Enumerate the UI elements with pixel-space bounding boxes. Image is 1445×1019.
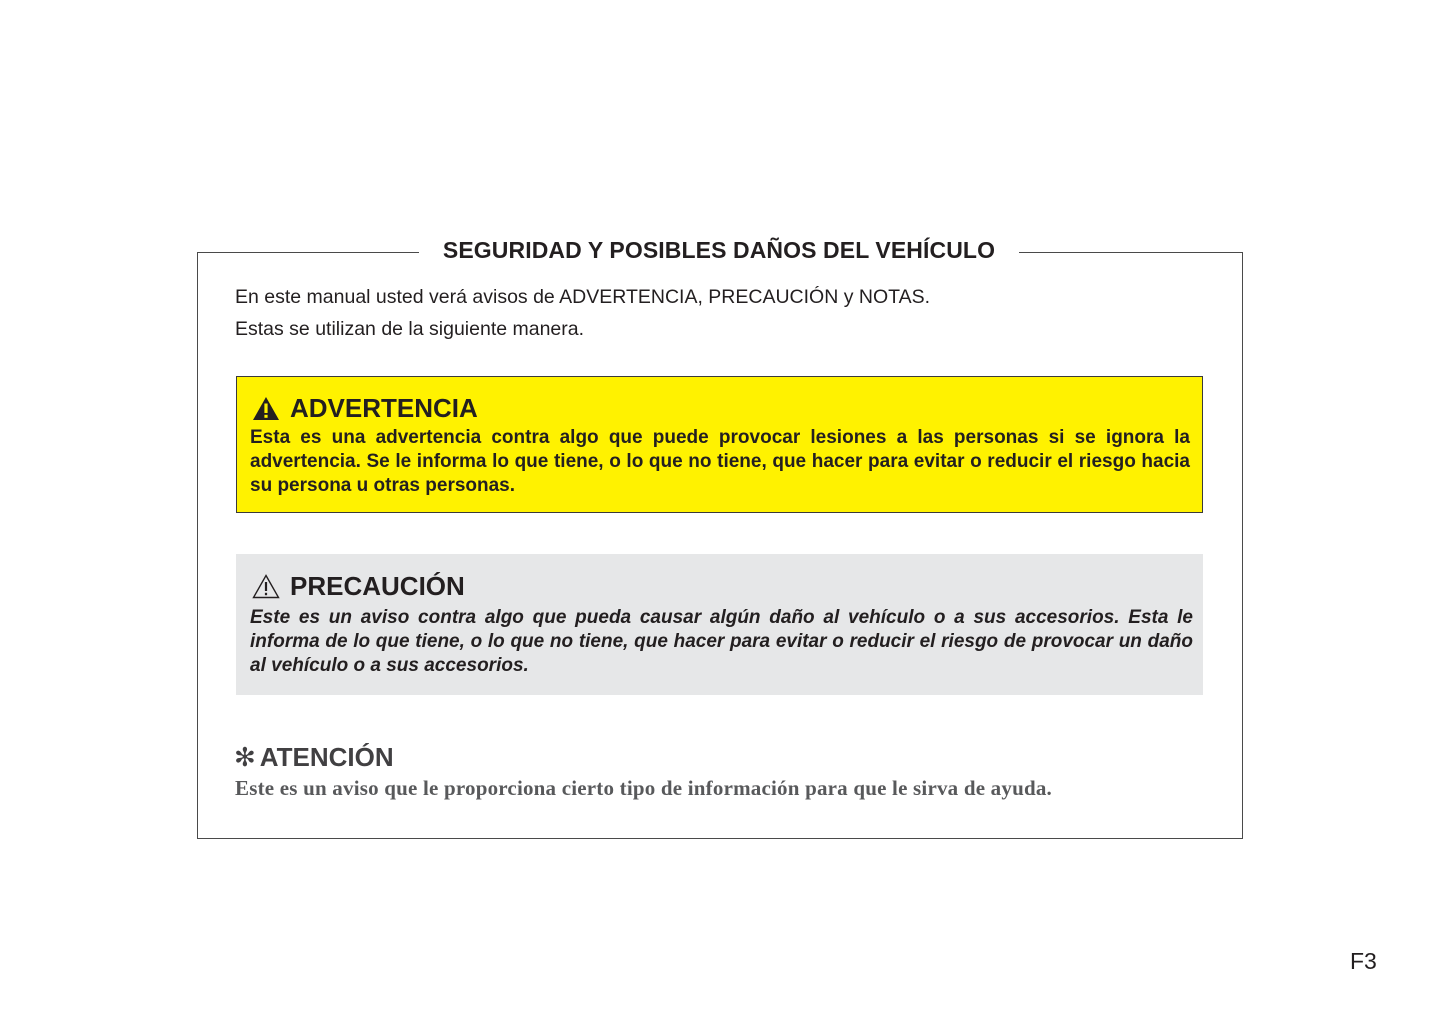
caution-box bbox=[236, 554, 1203, 695]
note-text: Este es un aviso que le proporciona cierto tipo de información para que le sirva de ayuda. bbox=[235, 776, 1052, 800]
note-heading bbox=[234, 742, 394, 773]
intro-line-1: En este manual usted verá avisos de ADVERTENCIA, PRECAUCIÓN y NOTAS. bbox=[235, 286, 931, 308]
asterisk-icon: ✻ bbox=[234, 743, 256, 773]
warning-triangle-filled-icon bbox=[252, 396, 280, 421]
intro-line-2: Estas se utilizan de la siguiente manera. bbox=[235, 318, 585, 340]
caution-text: Este es un aviso contra algo que pueda causar algún daño al vehículo o a sus accesorios. Esta le informa de lo que tiene, o lo que no tiene, que hacer para evitar o reducir el riesgo de provocar un daño al vehículo o a sus accesorios. bbox=[250, 607, 1193, 676]
warning-triangle-outline-icon bbox=[252, 574, 280, 599]
page-number: F3 bbox=[1350, 948, 1377, 974]
warning-title: ADVERTENCIA bbox=[290, 393, 478, 423]
caution-heading bbox=[252, 571, 465, 602]
caution-title: PRECAUCIÓN bbox=[290, 571, 465, 601]
warning-text: Esta es una advertencia contra algo que puede provocar lesiones a las personas si se ignora la advertencia. Se le informa lo que tiene, o lo que no tiene, que hacer para evitar o reducir el riesgo hacia su persona u otras personas. bbox=[250, 427, 1190, 496]
note-title: ATENCIÓN bbox=[259, 742, 394, 772]
section-title: SEGURIDAD Y POSIBLES DAÑOS DEL VEHÍCULO bbox=[419, 232, 1019, 268]
warning-box bbox=[236, 376, 1203, 513]
warning-heading bbox=[252, 393, 478, 424]
